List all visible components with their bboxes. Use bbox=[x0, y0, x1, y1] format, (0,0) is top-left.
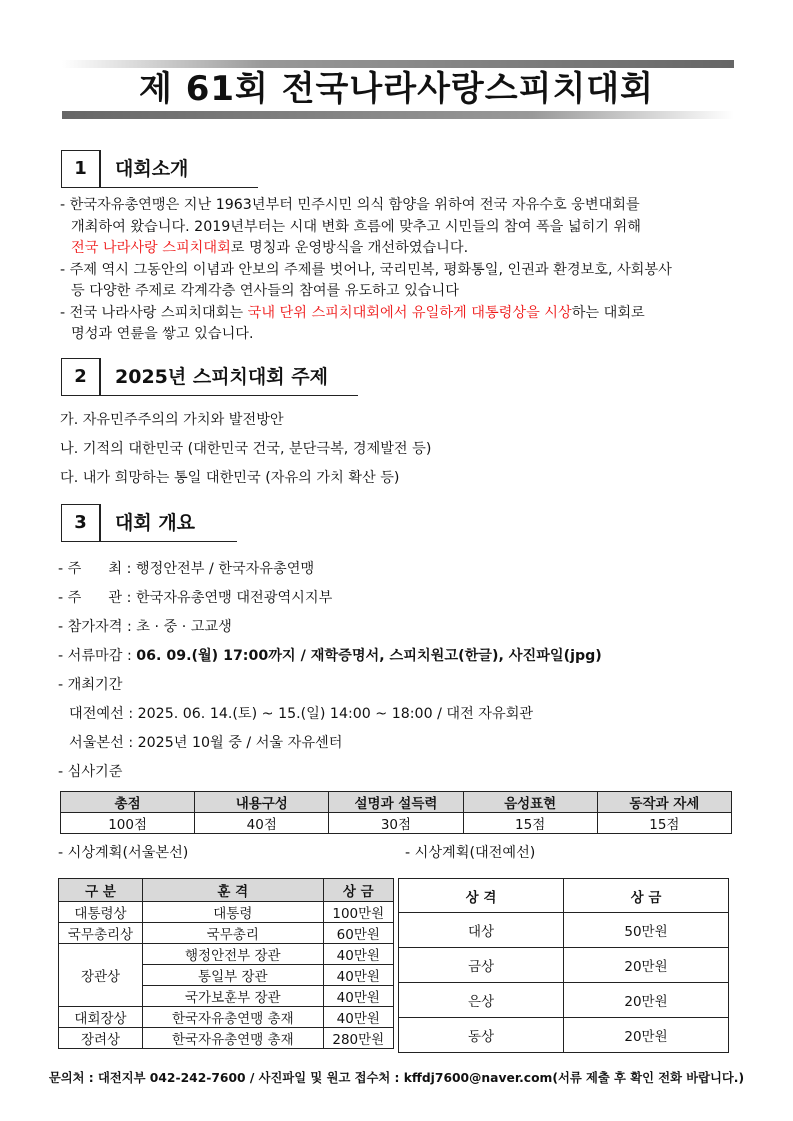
intro-line: 개최하여 왔습니다. 2019년부터는 시대 변화 흐름에 맞추고 시민들의 참여 폭을 넓히기 위해 bbox=[71, 218, 641, 235]
table-cell: 대통령 bbox=[143, 902, 324, 923]
table-cell: 40만원 bbox=[323, 986, 393, 1007]
table-row bbox=[59, 923, 394, 944]
eligibility-row: - 참가자격 : 초 · 중 · 고교생 bbox=[58, 619, 232, 635]
table-row bbox=[399, 913, 729, 948]
organizer-row: - 주 관 : 한국자유총연맹 대전광역시지부 bbox=[58, 590, 333, 606]
table-cell: 국무총리 bbox=[143, 923, 324, 944]
table-cell: 통일부 장관 bbox=[143, 965, 324, 986]
table-cell: 30점 bbox=[329, 813, 463, 834]
highlight-text: 전국 나라사랑 스피치대회 bbox=[71, 240, 231, 256]
title-bottom-bar bbox=[62, 111, 734, 119]
section-underline bbox=[61, 187, 258, 188]
table-cell: 장관상 bbox=[59, 944, 143, 1007]
host-row: - 주 최 : 행정안전부 / 한국자유총연맹 bbox=[58, 561, 315, 577]
intro-text bbox=[60, 195, 672, 346]
section-number: 1 bbox=[61, 150, 101, 188]
table-row bbox=[399, 983, 729, 1018]
table-cell: 280만원 bbox=[323, 1028, 393, 1049]
table-header: 상 금 bbox=[323, 879, 393, 902]
table-cell: 국가보훈부 장관 bbox=[143, 986, 324, 1007]
table-header-row bbox=[399, 879, 729, 913]
table-header-row bbox=[59, 879, 394, 902]
section-number: 3 bbox=[61, 504, 101, 542]
table-cell: 행정안전부 장관 bbox=[143, 944, 324, 965]
table-cell: 20만원 bbox=[564, 1018, 729, 1053]
table-cell: 대회장상 bbox=[59, 1007, 143, 1028]
table-cell: 대상 bbox=[399, 913, 564, 948]
intro-line: 전국 나라사랑 스피치대회로 명칭과 운영방식을 개선하였습니다. bbox=[71, 240, 469, 256]
final-row: 서울본선 : 2025년 10월 중 / 서울 자유센터 bbox=[69, 735, 343, 751]
table-cell: 은상 bbox=[399, 983, 564, 1018]
table-header: 설명과 설득력 bbox=[329, 792, 463, 813]
section-underline bbox=[61, 541, 237, 542]
table-cell: 40만원 bbox=[323, 965, 393, 986]
section-2-header bbox=[61, 358, 328, 396]
intro-line: - 한국자유총연맹은 지난 1963년부터 민주시민 의식 함양을 위하여 전국 자유수호 웅변대회를 bbox=[60, 197, 640, 213]
period-label: - 개최기간 bbox=[58, 677, 123, 693]
table-header: 상 격 bbox=[399, 879, 564, 913]
overview-list bbox=[58, 555, 602, 787]
awards-seoul-table bbox=[58, 878, 394, 1049]
table-cell: 대통령상 bbox=[59, 902, 143, 923]
table-row bbox=[59, 1007, 394, 1028]
criteria-table bbox=[60, 791, 732, 834]
table-cell: 금상 bbox=[399, 948, 564, 983]
table-header: 구 분 bbox=[59, 879, 143, 902]
table-cell: 동상 bbox=[399, 1018, 564, 1053]
table-row bbox=[399, 948, 729, 983]
deadline-row: - 서류마감 : 06. 09.(월) 17:00까지 / 재학증명서, 스피치원고(한글), 사진파일(jpg) bbox=[58, 648, 602, 664]
table-row bbox=[59, 902, 394, 923]
intro-line: 등 다양한 주제로 각계각층 연사들의 참여를 유도하고 있습니다 bbox=[71, 283, 459, 299]
table-header: 음성표현 bbox=[463, 792, 597, 813]
table-cell: 국무총리상 bbox=[59, 923, 143, 944]
table-header: 총점 bbox=[61, 792, 195, 813]
table-header: 상 금 bbox=[564, 879, 729, 913]
awards-daejeon-label: - 시상계획(대전예선) bbox=[405, 845, 536, 861]
table-header: 내용구성 bbox=[195, 792, 329, 813]
prelim-row: 대전예선 : 2025. 06. 14.(토) ~ 15.(일) 14:00 ~ 18:00 / 대전 자유회관 bbox=[69, 706, 534, 722]
intro-line: - 전국 나라사랑 스피치대회는 국내 단위 스피치대회에서 유일하게 대통령상을 시상하는 대회로 bbox=[60, 304, 645, 321]
table-cell: 한국자유총연맹 총재 bbox=[143, 1028, 324, 1049]
table-header-row bbox=[61, 792, 732, 813]
table-cell: 50만원 bbox=[564, 913, 729, 948]
table-cell: 20만원 bbox=[564, 983, 729, 1018]
awards-seoul-label: - 시상계획(서울본선) bbox=[58, 845, 189, 861]
section-title: 대회소개 bbox=[115, 158, 189, 180]
section-underline bbox=[61, 395, 358, 396]
contact-footer: 문의처 : 대전지부 042-242-7600 / 사진파일 및 원고 접수처 : kffdj7600@naver.com(서류 제출 후 확인 전화 바랍니다.) bbox=[48, 1071, 745, 1085]
table-cell: 15점 bbox=[463, 813, 597, 834]
topic-item: 가. 자유민주주의의 가치와 발전방안 bbox=[60, 412, 284, 428]
table-cell: 15점 bbox=[597, 813, 731, 834]
table-header: 동작과 자세 bbox=[597, 792, 731, 813]
table-cell: 20만원 bbox=[564, 948, 729, 983]
table-cell: 장려상 bbox=[59, 1028, 143, 1049]
table-cell: 40만원 bbox=[323, 944, 393, 965]
section-number: 2 bbox=[61, 358, 101, 396]
section-3-header bbox=[61, 504, 195, 542]
highlight-text: 국내 단위 스피치대회에서 유일하게 대통령상을 시상 bbox=[247, 304, 572, 321]
table-row bbox=[61, 813, 732, 834]
intro-line: 명성과 연륜을 쌓고 있습니다. bbox=[71, 326, 254, 342]
table-cell: 100만원 bbox=[323, 902, 393, 923]
section-title: 대회 개요 bbox=[115, 512, 196, 534]
section-1-header bbox=[61, 150, 188, 188]
intro-line: - 주제 역시 그동안의 이념과 안보의 주제를 벗어나, 국리민복, 평화통일, 인권과 환경보호, 사회봉사 bbox=[60, 261, 672, 278]
table-cell: 100점 bbox=[61, 813, 195, 834]
topic-list bbox=[60, 406, 431, 493]
table-row bbox=[59, 944, 394, 965]
criteria-label: - 심사기준 bbox=[58, 764, 123, 780]
table-cell: 60만원 bbox=[323, 923, 393, 944]
table-row bbox=[59, 1028, 394, 1049]
topic-item: 나. 기적의 대한민국 (대한민국 건국, 분단극복, 경제발전 등) bbox=[60, 441, 432, 457]
section-title: 2025년 스피치대회 주제 bbox=[115, 366, 328, 388]
table-row bbox=[399, 1018, 729, 1053]
page-title: 제 61회 전국나라사랑스피치대회 bbox=[139, 69, 654, 109]
awards-daejeon-table bbox=[398, 878, 729, 1053]
table-cell: 40만원 bbox=[323, 1007, 393, 1028]
table-header: 훈 격 bbox=[143, 879, 324, 902]
topic-item: 다. 내가 희망하는 통일 대한민국 (자유의 가치 확산 등) bbox=[60, 470, 400, 486]
table-cell: 40점 bbox=[195, 813, 329, 834]
table-cell: 한국자유총연맹 총재 bbox=[143, 1007, 324, 1028]
